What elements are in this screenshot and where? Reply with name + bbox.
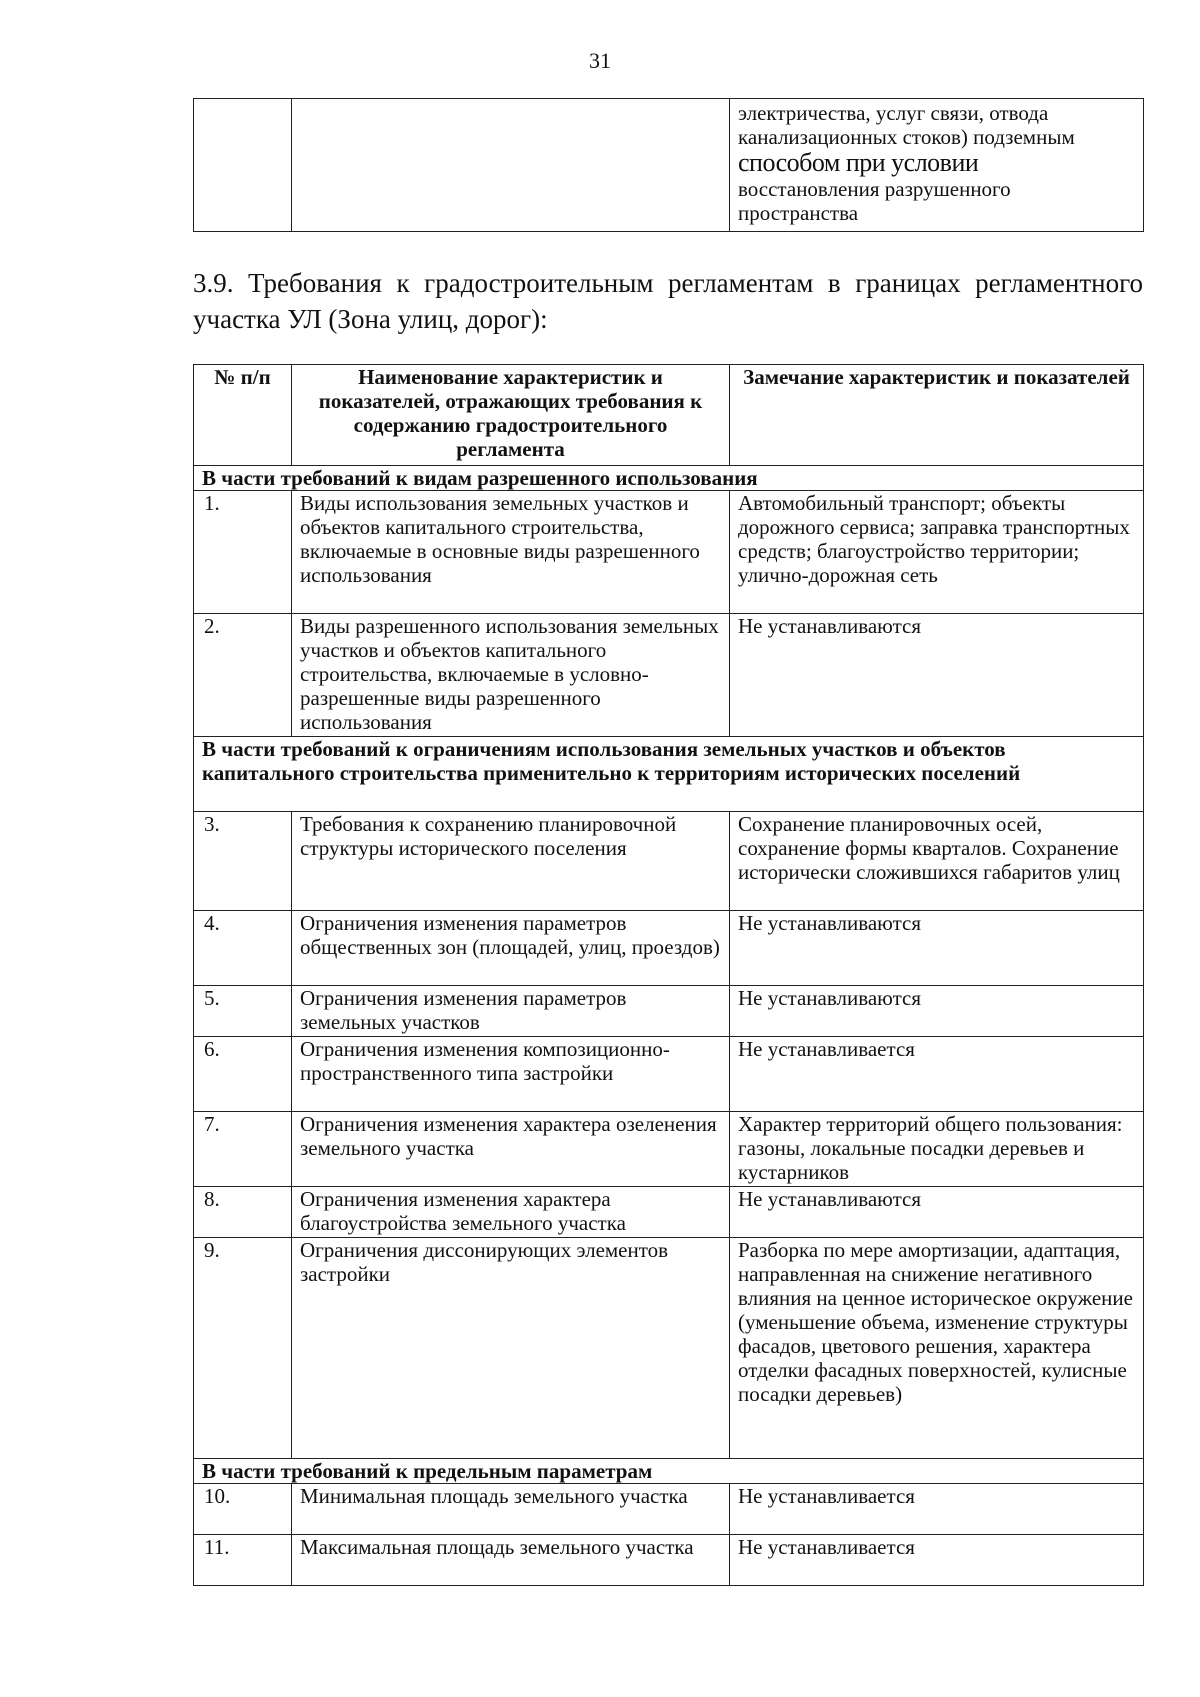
- cont-num-cell: [194, 99, 292, 232]
- row-name: Ограничения изменения параметров земельных участков: [292, 986, 730, 1037]
- row-name: Ограничения диссонирующих элементов застройки: [292, 1238, 730, 1459]
- row-remark: Не устанавливается: [730, 1037, 1144, 1112]
- section-title: В части требований к ограничениям использования земельных участков и объектов капитального строительства применительно к территориям исторических поселений: [194, 737, 1144, 812]
- row-num: 11.: [194, 1535, 292, 1586]
- row-name: Виды использования земельных участков и объектов капитального строительства, включаемые в основные виды разрешенного использования: [292, 491, 730, 614]
- row-remark: Не устанавливаются: [730, 614, 1144, 737]
- table-row: [194, 1037, 1144, 1112]
- row-remark: Сохранение планировочных осей, сохранение формы кварталов. Сохранение исторически сложившихся габаритов улиц: [730, 812, 1144, 911]
- cont-line-1: электричества, услуг связи, отвода: [738, 101, 1049, 125]
- requirements-table: [193, 364, 1144, 1586]
- section-heading: 3.9. Требования к градостроительным регламентам в границах регламентного участка УЛ (Зона улиц, дорог):: [193, 268, 1143, 334]
- cont-line-big: способом при условии: [738, 148, 979, 177]
- row-name: Ограничения изменения композиционно-пространственного типа застройки: [292, 1037, 730, 1112]
- row-name: Ограничения изменения параметров общественных зон (площадей, улиц, проездов): [292, 911, 730, 986]
- row-remark: Не устанавливаются: [730, 911, 1144, 986]
- row-num: 2.: [194, 614, 292, 737]
- row-name: Требования к сохранению планировочной структуры исторического поселения: [292, 812, 730, 911]
- row-num: 6.: [194, 1037, 292, 1112]
- row-name: Максимальная площадь земельного участка: [292, 1535, 730, 1586]
- row-name: Ограничения изменения характера благоустройства земельного участка: [292, 1187, 730, 1238]
- row-remark: Характер территорий общего пользования: газоны, локальные посадки деревьев и кустарников: [730, 1112, 1144, 1187]
- table-row: [194, 614, 1144, 737]
- section-title: В части требований к предельным параметрам: [194, 1459, 1144, 1484]
- table-row: [194, 986, 1144, 1037]
- row-remark: Автомобильный транспорт; объекты дорожного сервиса; заправка транспортных средств; благоустройство территории; улично-дорожная сеть: [730, 491, 1144, 614]
- cont-remark-cell: [730, 99, 1144, 232]
- row-num: 9.: [194, 1238, 292, 1459]
- cont-name-cell: [292, 99, 730, 232]
- row-remark: Разборка по мере амортизации, адаптация, направленная на снижение негативного влияния на ценное историческое окружение (уменьшение объема, изменение структуры фасадов, цветового решения, характера отделки фасадных поверхностей, кулисные посадки деревьев): [730, 1238, 1144, 1459]
- table-row: [194, 911, 1144, 986]
- row-num: 8.: [194, 1187, 292, 1238]
- row-name: Ограничения изменения характера озеленения земельного участка: [292, 1112, 730, 1187]
- table-row: [194, 491, 1144, 614]
- row-remark: Не устанавливаются: [730, 1187, 1144, 1238]
- row-num: 4.: [194, 911, 292, 986]
- table-row: [194, 1187, 1144, 1238]
- table-row: [194, 1238, 1144, 1459]
- row-remark: Не устанавливаются: [730, 986, 1144, 1037]
- section-title: В части требований к видам разрешенного использования: [194, 466, 1144, 491]
- row-remark: Не устанавливается: [730, 1484, 1144, 1535]
- header-num: № п/п: [194, 365, 292, 466]
- continuation-table: [193, 98, 1144, 232]
- cont-line-2: канализационных стоков) подземным: [738, 125, 1075, 149]
- table-row: [194, 812, 1144, 911]
- table-header-row: [194, 365, 1144, 466]
- row-num: 1.: [194, 491, 292, 614]
- header-name: Наименование характеристик и показателей, отражающих требования к содержанию градостроительного регламента: [292, 365, 730, 466]
- section-row: [194, 1459, 1144, 1484]
- page-number: 31: [589, 48, 611, 73]
- table-row: [194, 99, 1144, 232]
- row-name: Минимальная площадь земельного участка: [292, 1484, 730, 1535]
- table-row: [194, 1112, 1144, 1187]
- row-num: 10.: [194, 1484, 292, 1535]
- table-row: [194, 1535, 1144, 1586]
- row-num: 3.: [194, 812, 292, 911]
- section-row: [194, 466, 1144, 491]
- section-row: [194, 737, 1144, 812]
- row-num: 7.: [194, 1112, 292, 1187]
- row-num: 5.: [194, 986, 292, 1037]
- header-remark: Замечание характеристик и показателей: [730, 365, 1144, 466]
- cont-line-4: восстановления разрушенного: [738, 177, 1011, 201]
- row-remark: Не устанавливается: [730, 1535, 1144, 1586]
- cont-line-5: пространства: [738, 201, 859, 225]
- row-name: Виды разрешенного использования земельных участков и объектов капитального строительства, включаемые в условно-разрешенные виды разрешенного использования: [292, 614, 730, 737]
- table-row: [194, 1484, 1144, 1535]
